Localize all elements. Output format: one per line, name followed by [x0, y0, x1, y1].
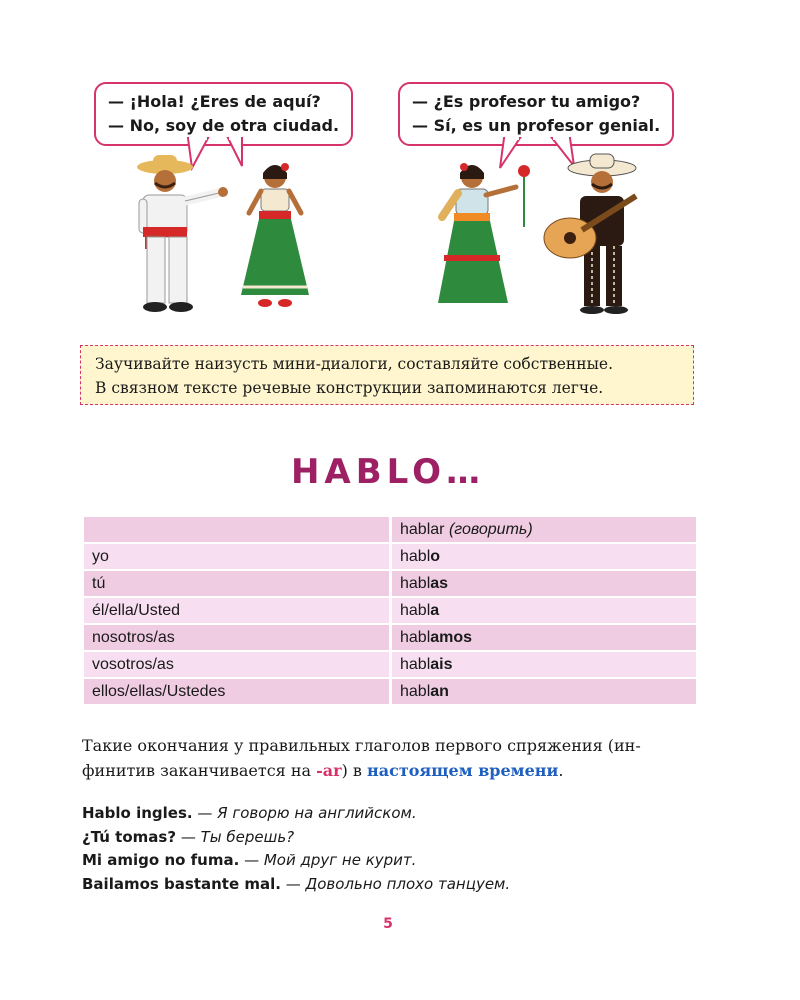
dancing-woman-green-skirt-illustration	[235, 155, 315, 315]
table-row	[84, 598, 696, 623]
conjugation-cell	[392, 679, 696, 704]
example-translation: Довольно плохо танцуем.	[305, 874, 511, 893]
example-dash: —	[192, 804, 218, 822]
paragraph-text: финитив заканчивается на	[82, 761, 317, 780]
pronoun-cell: ellos/ellas/Ustedes	[84, 679, 392, 704]
verb-stem: habl	[400, 628, 431, 646]
example-translation: Ты берешь?	[200, 827, 295, 846]
conjugation-cell	[392, 625, 696, 650]
dialogue-line: — No, soy de otra ciudad.	[108, 116, 340, 135]
verb-stem: habl	[400, 601, 431, 619]
table-header-row	[84, 517, 696, 542]
example-sentences	[82, 802, 702, 896]
explanation-paragraph	[82, 733, 702, 783]
verb-ending: a	[430, 601, 440, 619]
pronoun-cell: nosotros/as	[84, 625, 392, 650]
example-dash: —	[239, 851, 264, 869]
example-spanish: ¿Tú tomas?	[82, 827, 177, 846]
conjugation-cell	[392, 544, 696, 569]
table-row	[84, 625, 696, 650]
tense-name: настоящем времени	[367, 761, 559, 780]
page-number: 5	[383, 916, 393, 932]
example-dash: —	[280, 874, 306, 893]
example-line	[82, 802, 702, 826]
mexican-man-sombrero-illustration	[125, 155, 235, 315]
mariachi-guitar-player-illustration	[540, 150, 650, 315]
verb-stem: habl	[400, 574, 431, 592]
example-line	[82, 873, 702, 897]
verb-stem: habl	[400, 682, 431, 700]
verb-stem: habl	[400, 655, 431, 673]
woman-with-flower-illustration	[428, 155, 538, 315]
infinitive: hablar	[400, 520, 445, 538]
example-dash: —	[176, 827, 201, 846]
table-header-empty	[84, 517, 392, 542]
example-spanish: Mi amigo no fuma.	[82, 851, 240, 869]
paragraph-line	[82, 758, 702, 783]
tip-box	[80, 345, 694, 405]
paragraph-text: ) в	[341, 761, 367, 780]
example-translation: Я говорю на английском.	[217, 804, 417, 822]
verb-ending: an	[430, 682, 449, 700]
example-spanish: Hablo ingles.	[82, 804, 193, 822]
verb-suffix: -ar	[316, 761, 342, 780]
example-spanish: Bailamos bastante mal.	[82, 874, 281, 893]
conjugation-cell	[392, 598, 696, 623]
dialogue-line: — ¡Hola! ¿Eres de aquí?	[108, 92, 321, 111]
pronoun-cell: tú	[84, 571, 392, 596]
conjugation-table	[84, 515, 696, 706]
verb-ending: as	[430, 574, 449, 592]
pronoun-cell: yo	[84, 544, 392, 569]
tip-line: Заучивайте наизусть мини-диалоги, составляйте собственные.	[95, 355, 614, 373]
table-row	[84, 652, 696, 677]
table-header-verb	[392, 517, 696, 542]
dialogue-line: — ¿Es profesor tu amigo?	[412, 92, 641, 111]
infinitive-translation: (говорить)	[448, 520, 533, 538]
example-line	[82, 826, 702, 850]
table-row	[84, 571, 696, 596]
verb-ending: amos	[430, 628, 473, 646]
paragraph-text: .	[558, 761, 564, 780]
paragraph-line: Такие окончания у правильных глаголов первого спряжения (ин-	[82, 736, 641, 755]
conjugation-cell	[392, 571, 696, 596]
verb-stem: habl	[400, 547, 431, 565]
example-line	[82, 849, 702, 873]
conjugation-cell	[392, 652, 696, 677]
verb-ending: o	[430, 547, 441, 565]
dialogue-line: — Sí, es un profesor genial.	[412, 116, 661, 135]
table-row	[84, 544, 696, 569]
table-row	[84, 679, 696, 704]
pronoun-cell: vosotros/as	[84, 652, 392, 677]
section-heading: HABLO…	[290, 452, 486, 492]
example-translation: Мой друг не курит.	[263, 851, 417, 869]
verb-ending: ais	[430, 655, 453, 673]
pronoun-cell: él/ella/Usted	[84, 598, 392, 623]
tip-line: В связном тексте речевые конструкции запоминаются легче.	[95, 379, 604, 397]
